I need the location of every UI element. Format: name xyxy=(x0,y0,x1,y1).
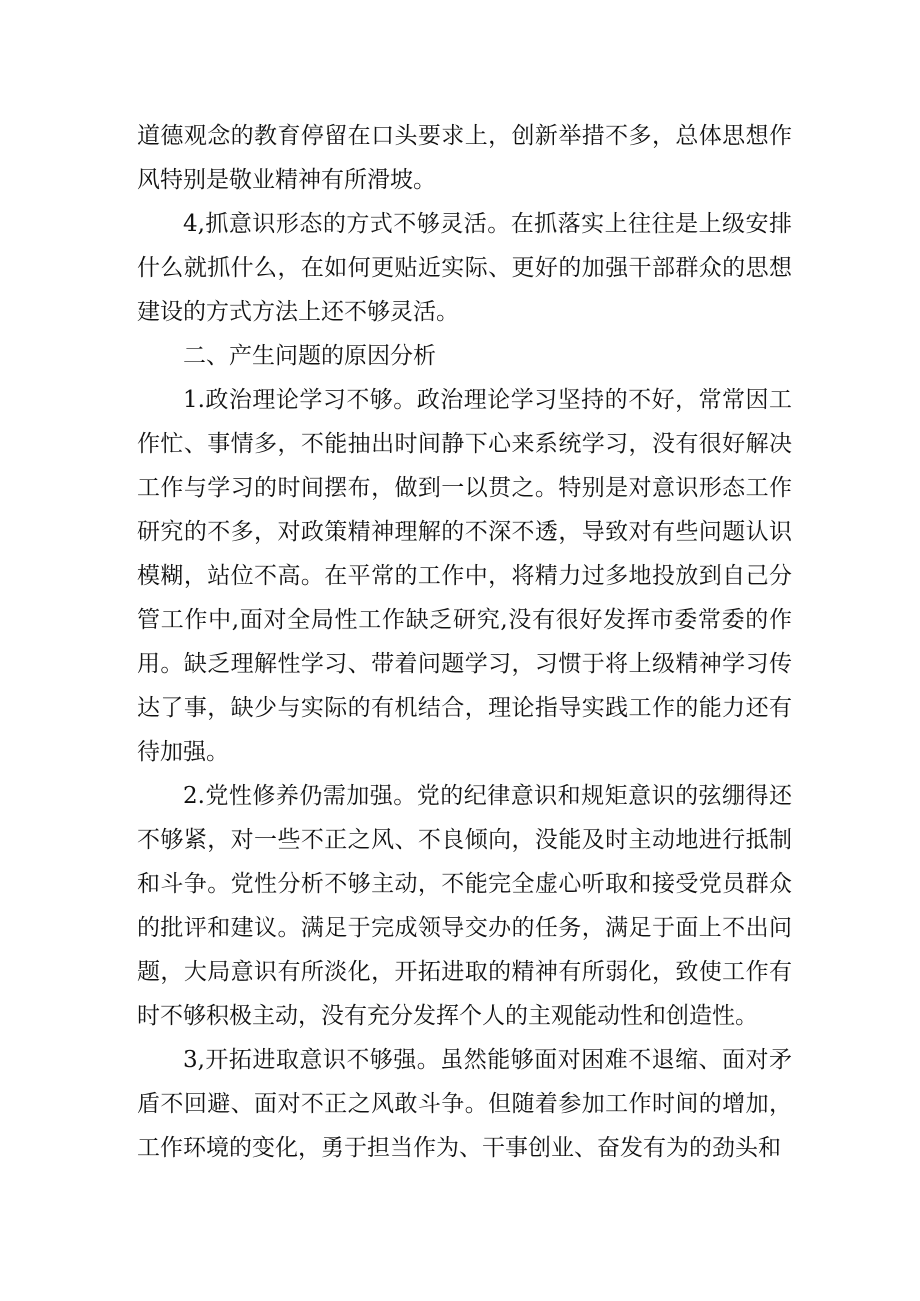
section-heading: 二、产生问题的原因分析 xyxy=(183,343,436,369)
paragraph-continuation: 道德观念的教育停留在口头要求上，创新举措不多，总体思想作风特别是敬业精神有所滑坡。 xyxy=(137,123,792,193)
paragraph-item-4: 4,抓意识形态的方式不够灵活。在抓落实上往往是上级安排什么就抓什么，在如何更贴近实际、更好的加强干部群众的思想建设的方式方法上还不够灵活。 xyxy=(137,211,792,325)
document-body xyxy=(137,114,792,1170)
paragraph-cause-3: 3,开拓进取意识不够强。虽然能够面对困难不退缩、面对矛盾不回避、面对不正之风敢斗争。但随着参加工作时间的增加，工作环境的变化，勇于担当作为、干事创业、奋发有为的劲头和 xyxy=(137,1047,792,1161)
paragraph-cause-2: 2.党性修养仍需加强。党的纪律意识和规矩意识的弦绷得还不够紧，对一些不正之风、不良倾向，没能及时主动地进行抵制和斗争。党性分析不够主动，不能完全虚心听取和接受党员群众的批评和建议。满足于完成领导交办的任务，满足于面上不出问题，大局意识有所淡化，开拓进取的精神有所弱化，致使工作有时不够积极主动，没有充分发挥个人的主观能动性和创造性。 xyxy=(137,783,792,1029)
paragraph-cause-1: 1.政治理论学习不够。政治理论学习坚持的不好，常常因工作忙、事情多，不能抽出时间静下心来系统学习，没有很好解决工作与学习的时间摆布，做到一以贯之。特别是对意识形态工作研究的不多，对政策精神理解的不深不透，导致对有些问题认识模糊，站位不高。在平常的工作中，将精力过多地投放到自己分管工作中,面对全局性工作缺乏研究,没有很好发挥市委常委的作用。缺乏理解性学习、带着问题学习，习惯于将上级精神学习传达了事，缺少与实际的有机结合，理论指导实践工作的能力还有待加强。 xyxy=(137,387,792,765)
